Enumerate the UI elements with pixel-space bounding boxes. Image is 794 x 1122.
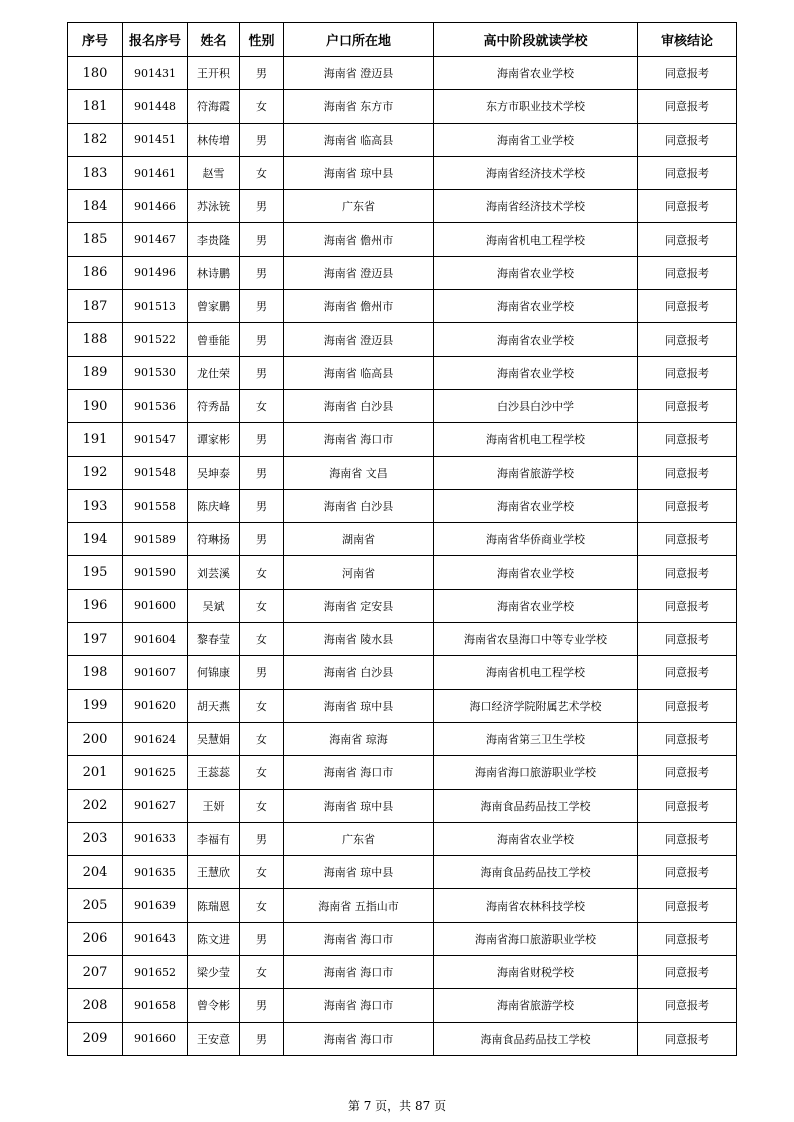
cell-seq: 201	[68, 756, 123, 789]
cell-seq: 192	[68, 456, 123, 489]
cell-result: 同意报考	[638, 589, 737, 622]
cell-result: 同意报考	[638, 656, 737, 689]
cell-reg-no: 901600	[123, 589, 188, 622]
cell-school: 海南省旅游学校	[434, 456, 638, 489]
cell-result: 同意报考	[638, 623, 737, 656]
cell-seq: 198	[68, 656, 123, 689]
cell-reg-no: 901522	[123, 323, 188, 356]
cell-reg-no: 901513	[123, 290, 188, 323]
cell-name: 王妍	[188, 789, 240, 822]
student-review-table	[67, 22, 737, 1056]
cell-result: 同意报考	[638, 722, 737, 755]
cell-school: 海南省机电工程学校	[434, 223, 638, 256]
cell-residence: 海南省 白沙县	[284, 656, 434, 689]
cell-name: 吴坤泰	[188, 456, 240, 489]
cell-gender: 男	[240, 456, 284, 489]
cell-reg-no: 901627	[123, 789, 188, 822]
cell-seq: 186	[68, 256, 123, 289]
cell-school: 海南食品药品技工学校	[434, 789, 638, 822]
table-row	[68, 789, 737, 822]
cell-gender: 女	[240, 589, 284, 622]
cell-gender: 女	[240, 556, 284, 589]
cell-result: 同意报考	[638, 922, 737, 955]
header-residence: 户口所在地	[284, 23, 434, 57]
cell-seq: 208	[68, 989, 123, 1022]
cell-school: 海南省农业学校	[434, 489, 638, 522]
table-row	[68, 489, 737, 522]
cell-reg-no: 901660	[123, 1022, 188, 1055]
cell-reg-no: 901639	[123, 889, 188, 922]
cell-name: 吴斌	[188, 589, 240, 622]
cell-name: 吴慧娟	[188, 722, 240, 755]
cell-name: 符秀晶	[188, 389, 240, 422]
cell-gender: 女	[240, 889, 284, 922]
cell-seq: 180	[68, 57, 123, 90]
cell-reg-no: 901589	[123, 523, 188, 556]
cell-residence: 海南省 琼海	[284, 722, 434, 755]
cell-school: 海南省农林科技学校	[434, 889, 638, 922]
cell-result: 同意报考	[638, 989, 737, 1022]
cell-residence: 海南省 海口市	[284, 989, 434, 1022]
cell-result: 同意报考	[638, 290, 737, 323]
cell-seq: 188	[68, 323, 123, 356]
cell-residence: 海南省 定安县	[284, 589, 434, 622]
cell-school: 海南省海口旅游职业学校	[434, 756, 638, 789]
cell-result: 同意报考	[638, 822, 737, 855]
cell-residence: 海南省 海口市	[284, 956, 434, 989]
cell-residence: 海南省 海口市	[284, 423, 434, 456]
cell-seq: 204	[68, 856, 123, 889]
cell-school: 东方市职业技术学校	[434, 90, 638, 123]
cell-seq: 183	[68, 156, 123, 189]
cell-result: 同意报考	[638, 90, 737, 123]
cell-residence: 广东省	[284, 822, 434, 855]
cell-school: 海南省华侨商业学校	[434, 523, 638, 556]
cell-reg-no: 901451	[123, 123, 188, 156]
cell-name: 陈文进	[188, 922, 240, 955]
cell-result: 同意报考	[638, 556, 737, 589]
table-row	[68, 323, 737, 356]
cell-residence: 河南省	[284, 556, 434, 589]
cell-school: 海南省农业学校	[434, 822, 638, 855]
cell-gender: 女	[240, 756, 284, 789]
cell-name: 李贵隆	[188, 223, 240, 256]
cell-name: 王开积	[188, 57, 240, 90]
cell-residence: 海南省 白沙县	[284, 389, 434, 422]
cell-result: 同意报考	[638, 456, 737, 489]
table-row	[68, 190, 737, 223]
cell-reg-no: 901448	[123, 90, 188, 123]
table-row	[68, 756, 737, 789]
cell-residence: 湖南省	[284, 523, 434, 556]
table-row	[68, 689, 737, 722]
cell-reg-no: 901633	[123, 822, 188, 855]
cell-gender: 男	[240, 1022, 284, 1055]
cell-reg-no: 901431	[123, 57, 188, 90]
cell-residence: 海南省 海口市	[284, 922, 434, 955]
page-number: 第 7 页，共 87 页	[347, 1099, 447, 1113]
table-row	[68, 556, 737, 589]
cell-reg-no: 901590	[123, 556, 188, 589]
cell-residence: 海南省 澄迈县	[284, 256, 434, 289]
cell-seq: 197	[68, 623, 123, 656]
cell-seq: 196	[68, 589, 123, 622]
cell-seq: 181	[68, 90, 123, 123]
cell-name: 梁少莹	[188, 956, 240, 989]
cell-gender: 男	[240, 323, 284, 356]
table-row	[68, 256, 737, 289]
cell-name: 苏泳铳	[188, 190, 240, 223]
table-row	[68, 656, 737, 689]
table-row	[68, 57, 737, 90]
cell-name: 王安意	[188, 1022, 240, 1055]
cell-school: 海南省农业学校	[434, 589, 638, 622]
cell-seq: 184	[68, 190, 123, 223]
cell-seq: 200	[68, 722, 123, 755]
cell-gender: 男	[240, 256, 284, 289]
cell-seq: 191	[68, 423, 123, 456]
cell-reg-no: 901625	[123, 756, 188, 789]
cell-reg-no: 901604	[123, 623, 188, 656]
table-row	[68, 922, 737, 955]
cell-reg-no: 901558	[123, 489, 188, 522]
cell-reg-no: 901467	[123, 223, 188, 256]
table-row	[68, 822, 737, 855]
cell-name: 林诗鹏	[188, 256, 240, 289]
table-row	[68, 722, 737, 755]
cell-reg-no: 901624	[123, 722, 188, 755]
cell-school: 海南省海口旅游职业学校	[434, 922, 638, 955]
cell-result: 同意报考	[638, 856, 737, 889]
cell-school: 海南省工业学校	[434, 123, 638, 156]
cell-name: 黎春莹	[188, 623, 240, 656]
cell-school: 海南省农业学校	[434, 290, 638, 323]
cell-result: 同意报考	[638, 756, 737, 789]
cell-name: 李福有	[188, 822, 240, 855]
cell-residence: 海南省 琼中县	[284, 156, 434, 189]
header-gender: 性别	[240, 23, 284, 57]
cell-gender: 男	[240, 489, 284, 522]
table-row	[68, 523, 737, 556]
table-row	[68, 589, 737, 622]
cell-residence: 广东省	[284, 190, 434, 223]
cell-gender: 女	[240, 856, 284, 889]
cell-result: 同意报考	[638, 889, 737, 922]
cell-reg-no: 901548	[123, 456, 188, 489]
cell-seq: 206	[68, 922, 123, 955]
cell-name: 王蕊蕊	[188, 756, 240, 789]
cell-school: 海南食品药品技工学校	[434, 1022, 638, 1055]
cell-seq: 185	[68, 223, 123, 256]
cell-result: 同意报考	[638, 323, 737, 356]
cell-seq: 203	[68, 822, 123, 855]
cell-gender: 男	[240, 989, 284, 1022]
table-header-row	[68, 23, 737, 57]
cell-reg-no: 901547	[123, 423, 188, 456]
cell-seq: 182	[68, 123, 123, 156]
cell-result: 同意报考	[638, 256, 737, 289]
header-name: 姓名	[188, 23, 240, 57]
cell-residence: 海南省 白沙县	[284, 489, 434, 522]
cell-gender: 女	[240, 90, 284, 123]
cell-name: 曾令彬	[188, 989, 240, 1022]
table-row	[68, 623, 737, 656]
cell-school: 海南省农垦海口中等专业学校	[434, 623, 638, 656]
table-row	[68, 889, 737, 922]
cell-seq: 209	[68, 1022, 123, 1055]
cell-residence: 海南省 陵水县	[284, 623, 434, 656]
cell-name: 曾垂能	[188, 323, 240, 356]
cell-school: 海南省农业学校	[434, 57, 638, 90]
cell-result: 同意报考	[638, 123, 737, 156]
cell-result: 同意报考	[638, 689, 737, 722]
cell-result: 同意报考	[638, 389, 737, 422]
cell-name: 符琳扬	[188, 523, 240, 556]
cell-reg-no: 901658	[123, 989, 188, 1022]
cell-result: 同意报考	[638, 1022, 737, 1055]
cell-residence: 海南省 琼中县	[284, 789, 434, 822]
cell-school: 海南省经济技术学校	[434, 156, 638, 189]
table-row	[68, 1022, 737, 1055]
cell-residence: 海南省 东方市	[284, 90, 434, 123]
cell-gender: 女	[240, 956, 284, 989]
cell-seq: 202	[68, 789, 123, 822]
cell-name: 胡天燕	[188, 689, 240, 722]
table-row	[68, 856, 737, 889]
cell-residence: 海南省 儋州市	[284, 223, 434, 256]
cell-gender: 男	[240, 523, 284, 556]
cell-name: 符海霞	[188, 90, 240, 123]
cell-gender: 男	[240, 922, 284, 955]
cell-seq: 199	[68, 689, 123, 722]
cell-school: 海南省经济技术学校	[434, 190, 638, 223]
cell-name: 龙仕荣	[188, 356, 240, 389]
cell-residence: 海南省 五指山市	[284, 889, 434, 922]
table-row	[68, 290, 737, 323]
cell-gender: 女	[240, 389, 284, 422]
cell-school: 海口经济学院附属艺术学校	[434, 689, 638, 722]
cell-reg-no: 901461	[123, 156, 188, 189]
cell-reg-no: 901620	[123, 689, 188, 722]
cell-gender: 男	[240, 290, 284, 323]
cell-gender: 女	[240, 689, 284, 722]
cell-result: 同意报考	[638, 190, 737, 223]
cell-seq: 194	[68, 523, 123, 556]
cell-reg-no: 901466	[123, 190, 188, 223]
cell-residence: 海南省 文昌	[284, 456, 434, 489]
cell-residence: 海南省 临高县	[284, 123, 434, 156]
cell-result: 同意报考	[638, 356, 737, 389]
cell-result: 同意报考	[638, 423, 737, 456]
cell-residence: 海南省 临高县	[284, 356, 434, 389]
cell-seq: 207	[68, 956, 123, 989]
cell-school: 海南省旅游学校	[434, 989, 638, 1022]
cell-reg-no: 901496	[123, 256, 188, 289]
cell-gender: 男	[240, 223, 284, 256]
cell-seq: 205	[68, 889, 123, 922]
cell-gender: 男	[240, 57, 284, 90]
cell-reg-no: 901652	[123, 956, 188, 989]
table-row	[68, 123, 737, 156]
header-result: 审核结论	[638, 23, 737, 57]
cell-gender: 男	[240, 123, 284, 156]
cell-name: 赵雪	[188, 156, 240, 189]
table-row	[68, 389, 737, 422]
cell-name: 陈庆峰	[188, 489, 240, 522]
header-seq: 序号	[68, 23, 123, 57]
cell-residence: 海南省 澄迈县	[284, 57, 434, 90]
table-row	[68, 989, 737, 1022]
table-row	[68, 423, 737, 456]
table-row	[68, 90, 737, 123]
cell-name: 刘芸溪	[188, 556, 240, 589]
cell-reg-no: 901530	[123, 356, 188, 389]
cell-result: 同意报考	[638, 789, 737, 822]
table-row	[68, 356, 737, 389]
table-row	[68, 223, 737, 256]
table-body	[68, 57, 737, 1056]
cell-seq: 195	[68, 556, 123, 589]
cell-school: 海南省农业学校	[434, 356, 638, 389]
cell-school: 海南省农业学校	[434, 323, 638, 356]
cell-school: 海南省农业学校	[434, 256, 638, 289]
cell-residence: 海南省 海口市	[284, 1022, 434, 1055]
cell-result: 同意报考	[638, 523, 737, 556]
cell-reg-no: 901536	[123, 389, 188, 422]
cell-result: 同意报考	[638, 57, 737, 90]
cell-gender: 女	[240, 623, 284, 656]
cell-seq: 189	[68, 356, 123, 389]
header-school: 高中阶段就读学校	[434, 23, 638, 57]
cell-gender: 男	[240, 656, 284, 689]
table-row	[68, 956, 737, 989]
cell-residence: 海南省 海口市	[284, 756, 434, 789]
cell-school: 海南省农业学校	[434, 556, 638, 589]
cell-gender: 女	[240, 789, 284, 822]
cell-seq: 190	[68, 389, 123, 422]
cell-seq: 193	[68, 489, 123, 522]
cell-school: 海南省第三卫生学校	[434, 722, 638, 755]
cell-gender: 男	[240, 423, 284, 456]
cell-result: 同意报考	[638, 156, 737, 189]
cell-name: 谭家彬	[188, 423, 240, 456]
cell-seq: 187	[68, 290, 123, 323]
header-reg-no: 报名序号	[123, 23, 188, 57]
cell-residence: 海南省 儋州市	[284, 290, 434, 323]
table-row	[68, 456, 737, 489]
table-row	[68, 156, 737, 189]
cell-name: 陈瑞恩	[188, 889, 240, 922]
cell-name: 曾家鹏	[188, 290, 240, 323]
cell-residence: 海南省 澄迈县	[284, 323, 434, 356]
cell-name: 林传增	[188, 123, 240, 156]
cell-school: 海南省机电工程学校	[434, 423, 638, 456]
cell-school: 海南食品药品技工学校	[434, 856, 638, 889]
cell-name: 何锦康	[188, 656, 240, 689]
cell-school: 海南省机电工程学校	[434, 656, 638, 689]
cell-school: 海南省财税学校	[434, 956, 638, 989]
cell-gender: 男	[240, 356, 284, 389]
cell-result: 同意报考	[638, 223, 737, 256]
cell-gender: 男	[240, 822, 284, 855]
cell-name: 王慧欣	[188, 856, 240, 889]
cell-gender: 女	[240, 156, 284, 189]
cell-residence: 海南省 琼中县	[284, 689, 434, 722]
cell-reg-no: 901643	[123, 922, 188, 955]
cell-residence: 海南省 琼中县	[284, 856, 434, 889]
cell-school: 白沙县白沙中学	[434, 389, 638, 422]
cell-result: 同意报考	[638, 956, 737, 989]
cell-reg-no: 901635	[123, 856, 188, 889]
cell-result: 同意报考	[638, 489, 737, 522]
cell-reg-no: 901607	[123, 656, 188, 689]
cell-gender: 男	[240, 190, 284, 223]
cell-gender: 女	[240, 722, 284, 755]
